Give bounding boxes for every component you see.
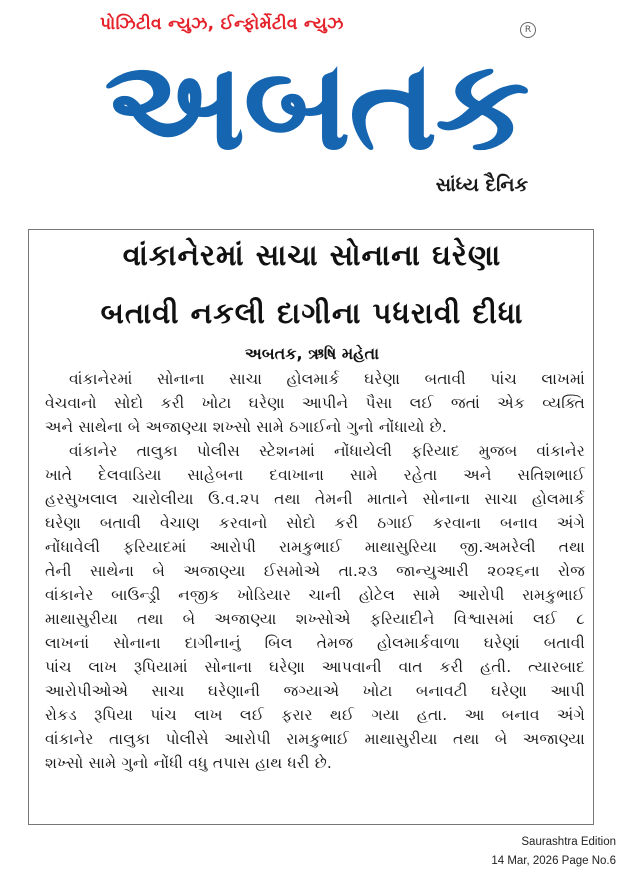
date-page-label: 14 Mar, 2026 Page No.6 xyxy=(491,855,616,867)
article-box xyxy=(28,229,594,825)
body-line: વાંકાનેરમાં સોનાના સાચા હોલમાર્ક ઘરેણા બતાવી પાંચ લાખમાં xyxy=(69,370,585,388)
body-line: વેચવાનો સોદો કરી ખોટા ઘરેણા આપીને પૈસા લઈ જતાં એક વ્યક્તિ xyxy=(45,394,585,412)
body-line: માથાસુરીયા તથા બે અજાણ્યા શખ્સોએ ફરિયાદીને વિશ્વાસમાં લઈ ૮ xyxy=(45,610,585,628)
masthead xyxy=(0,0,626,205)
newspaper-logo: અબતક xyxy=(104,34,528,178)
body-line: પાંચ લાખ રૂપિયામાં સોનાના ઘરેણા આપવાની વાત કરી હતી. ત્યારબાદ xyxy=(45,658,585,676)
body-line: શખ્સો સામે ગુનો નોંધી વધુ તપાસ હાથ ધરી છે. xyxy=(45,754,333,772)
byline: અબતક, ઋષિ મહેતા xyxy=(244,344,380,363)
headline-line-1: વાંકાનેરમાં સાચા સોનાના ઘરેણા xyxy=(122,238,502,272)
body-line: ઘરેણા બતાવી વેચાણ કરવાનો સોદો કરી ઠગાઈ કરવાના બનાવ અંગે xyxy=(45,514,585,532)
masthead-sub-brand: સાંધ્ય દૈનિક xyxy=(435,174,528,196)
body-line: વાંકાનેર તાલુકા પોલીસ સ્ટેશનમાં નોંધાયેલી ફરિયાદ મુજબ વાંકાનેર xyxy=(69,442,585,460)
body-line: વાંકાનેર તાલુકા પોલીસે આરોપી રામકુભાઈ માથાસુરીયા તથા બે અજાણ્યા xyxy=(45,730,585,748)
edition-label: Saurashtra Edition xyxy=(521,836,616,848)
body-line: રોકડ રૂપિયા પાંચ લાખ લઈ ફરાર થઈ ગયા હતા. આ બનાવ અંગે xyxy=(45,706,585,724)
masthead-tagline: પોઝિટીવ ન્યુઝ, ઈન્ફોર્મેટીવ ન્યુઝ xyxy=(100,14,344,34)
body-line: ખાતે દેલવાડિયા સાહેબના દવાખાના સામે રહેતા અને સતિશભાઈ xyxy=(45,466,585,484)
body-line: અને સાથેના બે અજાણ્યા શખ્સો સામે ઠગાઈનો ગુનો નોંધાયો છે. xyxy=(45,418,447,436)
headline-line-2: બતાવી નકલી દાગીના પધરાવી દીધા xyxy=(100,296,524,330)
body-line: વાંકાનેર બાઉન્ડ્રી નજીક ખોડિયાર ચાની હોટેલ સામે આરોપી રામકુભાઈ xyxy=(45,586,585,604)
body-line: હરસુખલાલ ચારોલીયા ઉ.વ.૨૫ તથા તેમની માતાને સોનાના સાચા હોલમાર્ક xyxy=(45,490,585,508)
body-line: તેની સાથેના બે અજાણ્યા ઈસમોએ તા.૨૩ જાન્યુઆરી ૨૦૨૬ના રોજ xyxy=(45,562,585,580)
body-line: નોંધાવેલી ફરિયાદમાં આરોપી રામકુભાઈ માથાસુરિયા જી.અમરેલી તથા xyxy=(45,538,585,556)
registered-mark-icon: R xyxy=(520,22,536,38)
body-line: આરોપીઓએ સાચા ઘરેણાની જગ્યાએ ખોટા બનાવટી ઘરેણા આપી xyxy=(45,682,585,700)
body-line: લાખનાં સોનાના દાગીનાનું બિલ તેમજ હોલમાર્કવાળા ઘરેણાં બતાવી xyxy=(45,634,585,652)
